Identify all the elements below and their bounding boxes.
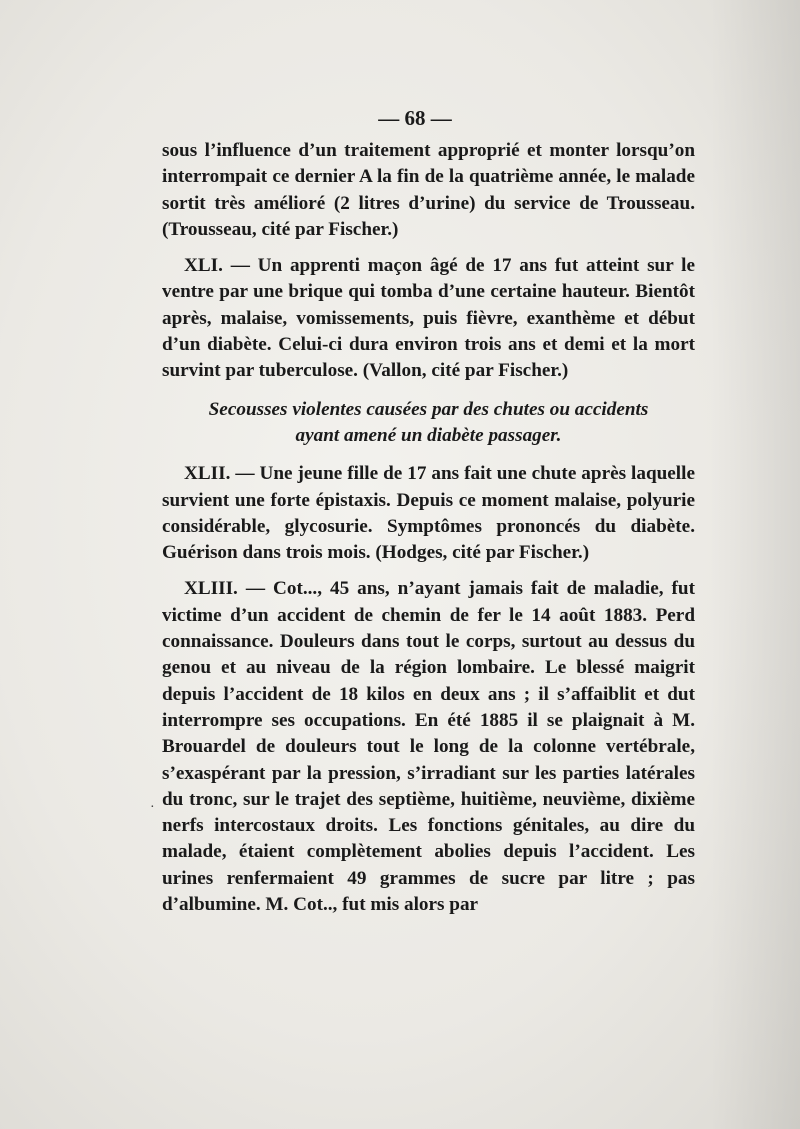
body-text bbox=[162, 138, 695, 918]
paragraph-case-xli: XLI. — Un apprenti maçon âgé de 17 ans fut atteint sur le ventre par une brique qui tomba d’une certaine hauteur. Bientôt après, malaise, vomissements, puis fièvre, exanthème et début d’un diabète. Celui-ci dura environ trois ans et demi et la mort survint par tuberculose. (Vallon, cité par Fischer.) bbox=[162, 255, 695, 382]
paragraph-case-xlii: XLII. — Une jeune fille de 17 ans fait une chute après laquelle survient une forte épistaxis. Depuis ce moment malaise, polyurie considérable, glycosurie. Symptômes prononcés du diabète. Guérison dans trois mois. (Hodges, cité par Fischer.) bbox=[162, 463, 695, 564]
section-heading bbox=[162, 397, 695, 450]
paragraph-case-xliii: XLIII. — Cot..., 45 ans, n’ayant jamais fait de maladie, fut victime d’un accident de chemin de fer le 14 août 1883. Perd connaissance. Douleurs dans tout le corps, surtout au dessus du genou et au niveau de la région lombaire. Le blessé maigrit depuis l’accident de 18 kilos en deux ans ; il s’affaiblit et dut interrompre ses occupations. En été 1885 il se plaignait à M. Brouardel de douleurs tout le long de la colonne vertébrale, s’exaspérant par la pression, s’irradiant sur les parties latérales du tronc, sur le trajet des septième, huitième, neuvième, dixième nerfs intercostaux droits. Les fonctions génitales, au dire du malade, étaient complètement abolies depuis l’accident. Les urines renfermaient 49 grammes de sucre par litre ; pas d’albumine. M. Cot.., fut mis alors par bbox=[162, 578, 695, 916]
page-edge-shadow bbox=[710, 0, 800, 1129]
paragraph-continuation: sous l’influence d’un traitement approprié et monter lorsqu’on interrompait ce dernier A la fin de la quatrième année, le malade sortit très amélioré (2 litres d’urine) du service de Trousseau. (Trousseau, cité par Fischer.) bbox=[162, 140, 695, 240]
page-number: — 68 — bbox=[378, 106, 452, 130]
section-heading-line-2: ayant amené un diabète passager. bbox=[295, 424, 562, 446]
margin-mark: · bbox=[150, 800, 155, 815]
section-heading-line-1: Secousses violentes causées par des chutes ou accidents bbox=[208, 398, 649, 420]
